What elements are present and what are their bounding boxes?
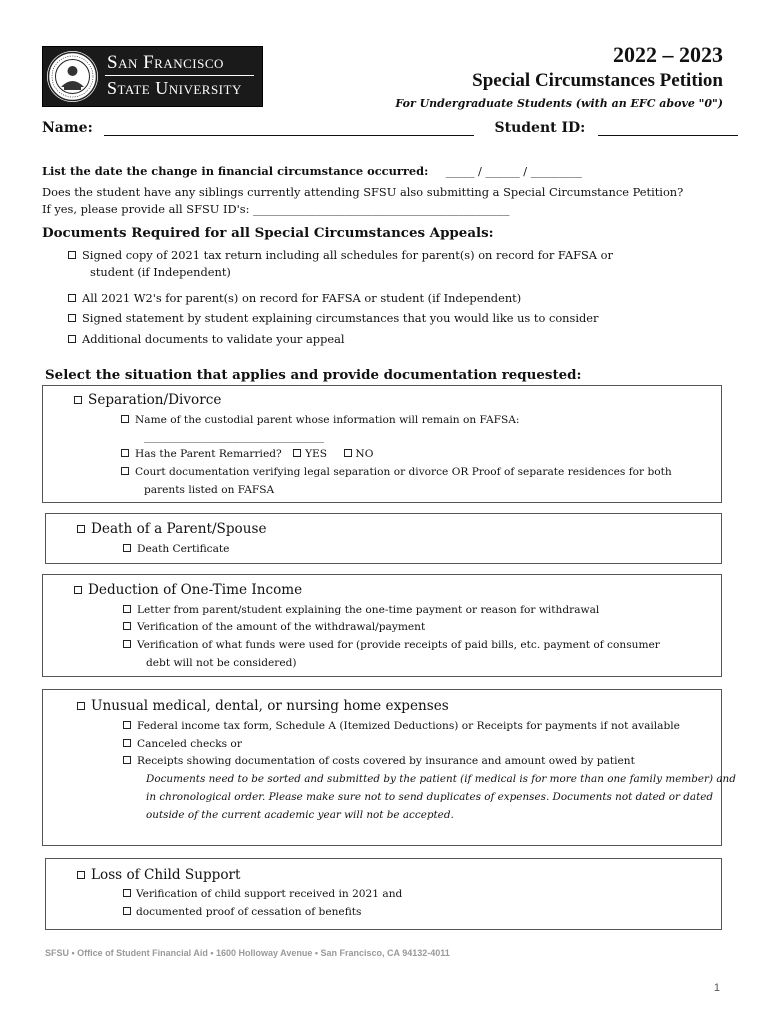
checkbox-icon[interactable] [68, 314, 76, 322]
deduction-item-amount[interactable]: Verification of the amount of the withdrawal/payment [123, 619, 425, 636]
footer-address: SFSU • Office of Student Financial Aid • 1600 Holloway Avenue • San Francisco, CA 94132-4011 [45, 948, 450, 958]
page-title: Special Circumstances Petition [472, 70, 723, 91]
university-logo [42, 46, 263, 107]
medical-note-line-2: in chronological order. Please make sure not to send duplicates of expenses. Documents not dated or dated [146, 791, 714, 803]
yes-checkbox-icon[interactable] [293, 449, 301, 457]
checkbox-icon[interactable] [121, 467, 129, 475]
logo-line-2: State University [107, 78, 242, 98]
checkbox-icon[interactable] [68, 335, 76, 343]
checkbox-icon[interactable] [123, 605, 131, 613]
no-checkbox-icon[interactable] [344, 449, 352, 457]
separation-item-court-docs-cont: parents listed on FAFSA [144, 484, 275, 496]
page-subtitle: For Undergraduate Students (with an EFC above "0") [395, 97, 723, 110]
doc-item-tax-return[interactable]: Signed copy of 2021 tax return including all schedules for parent(s) on record for FAFSA or [68, 247, 613, 264]
deduction-item-funds-cont: debt will not be considered) [146, 657, 297, 669]
documents-heading: Documents Required for all Special Circumstances Appeals: [42, 225, 494, 241]
checkbox-icon[interactable] [123, 544, 131, 552]
death-title[interactable]: Death of a Parent/Spouse [77, 521, 267, 537]
medical-item-receipts[interactable]: Receipts showing documentation of costs covered by insurance and amount owed by patient [123, 753, 635, 770]
deduction-title[interactable]: Deduction of One-Time Income [74, 582, 302, 598]
child-support-item-verification[interactable]: Verification of child support received in 2021 and [123, 886, 402, 903]
checkbox-icon[interactable] [77, 525, 85, 533]
separation-item-custodial[interactable]: Name of the custodial parent whose information will remain on FAFSA: [121, 412, 519, 429]
doc-item-tax-return-cont: student (if Independent) [90, 265, 231, 279]
siblings-ids-field[interactable]: If yes, please provide all SFSU ID's: _____________________________________________ [42, 202, 510, 216]
deduction-item-funds[interactable]: Verification of what funds were used for (provide receipts of paid bills, etc. payment of consumer [123, 637, 660, 654]
checkbox-icon[interactable] [74, 396, 82, 404]
siblings-question: Does the student have any siblings currently attending SFSU also submitting a Special Circumstance Petition? [42, 185, 684, 199]
checkbox-icon[interactable] [123, 721, 131, 729]
date-change-field[interactable]: _____ / ______ / _________ [445, 164, 582, 178]
child-support-item-proof[interactable]: documented proof of cessation of benefits [123, 904, 361, 921]
custodial-parent-field[interactable]: __________________________________ [144, 431, 325, 443]
logo-line-1: San Francisco [107, 52, 224, 73]
checkbox-icon[interactable] [77, 702, 85, 710]
death-item-certificate[interactable]: Death Certificate [123, 541, 229, 558]
doc-item-additional[interactable]: Additional documents to validate your appeal [68, 331, 345, 348]
date-change-row [42, 163, 582, 180]
checkbox-icon[interactable] [121, 415, 129, 423]
medical-note-line-3: outside of the current academic year will not be accepted. [146, 809, 454, 821]
logo-divider [105, 75, 254, 76]
academic-year: 2022 – 2023 [613, 42, 723, 67]
checkbox-icon[interactable] [121, 449, 129, 457]
checkbox-icon[interactable] [123, 756, 131, 764]
medical-item-checks[interactable]: Canceled checks or [123, 736, 242, 753]
student-id-field[interactable] [598, 121, 738, 136]
checkbox-icon[interactable] [123, 739, 131, 747]
deduction-item-letter[interactable]: Letter from parent/student explaining the one-time payment or reason for withdrawal [123, 602, 599, 619]
name-row [42, 120, 738, 136]
separation-title[interactable]: Separation/Divorce [74, 392, 221, 408]
checkbox-icon[interactable] [123, 640, 131, 648]
checkbox-icon[interactable] [74, 586, 82, 594]
medical-title[interactable]: Unusual medical, dental, or nursing home expenses [77, 698, 449, 714]
university-seal-icon [47, 51, 98, 102]
date-change-label: List the date the change in financial circumstance occurred: [42, 164, 429, 178]
page-number: 1 [713, 982, 720, 994]
medical-note-line-1: Documents need to be sorted and submitted by the patient (if medical is for more than one family member) and [146, 773, 736, 785]
checkbox-icon[interactable] [123, 889, 131, 897]
medical-item-tax-form[interactable]: Federal income tax form, Schedule A (Itemized Deductions) or Receipts for payments if not available [123, 718, 680, 735]
checkbox-icon[interactable] [123, 907, 131, 915]
doc-item-w2[interactable]: All 2021 W2's for parent(s) on record for FAFSA or student (if Independent) [68, 290, 521, 307]
doc-item-statement[interactable]: Signed statement by student explaining circumstances that you would like us to consider [68, 310, 599, 327]
separation-item-remarried[interactable]: Has the Parent Remarried? YES NO [121, 446, 373, 463]
name-label: Name: [42, 120, 93, 136]
checkbox-icon[interactable] [68, 251, 76, 259]
checkbox-icon[interactable] [77, 871, 85, 879]
separation-item-court-docs[interactable]: Court documentation verifying legal separation or divorce OR Proof of separate residences for both [121, 464, 672, 481]
checkbox-icon[interactable] [68, 294, 76, 302]
child-support-title[interactable]: Loss of Child Support [77, 867, 241, 883]
student-id-label: Student ID: [494, 120, 586, 136]
situations-heading: Select the situation that applies and provide documentation requested: [45, 367, 582, 383]
checkbox-icon[interactable] [123, 622, 131, 630]
name-field[interactable] [104, 121, 474, 136]
